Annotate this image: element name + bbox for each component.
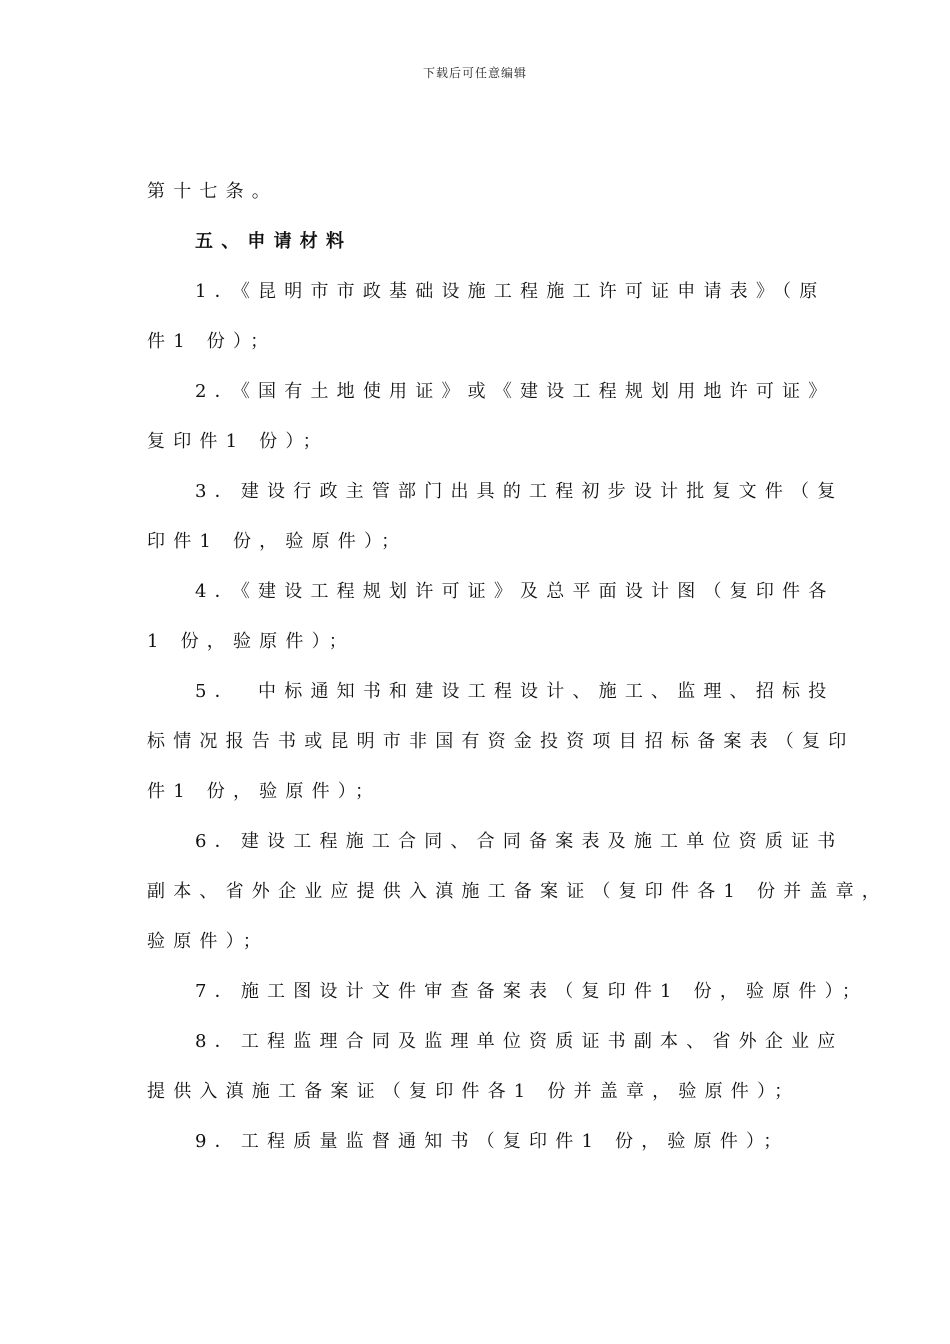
item-8-line-1: 8．工程监理合同及监理单位资质证书副本、省外企业应 [195, 1031, 844, 1052]
item-4-line-2: 1 份，验原件）； [147, 631, 355, 652]
item-5-line-1: 5． 中标通知书和建设工程设计、施工、监理、招标投 [195, 681, 835, 702]
article-line: 第十七条。 [147, 181, 278, 202]
item-7-line-1: 7．施工图设计文件审查备案表（复印件1 份，验原件）； [195, 981, 869, 1002]
item-1-line-1: 1．《昆明市市政基础设施工程施工许可证申请表》（原 [195, 281, 826, 302]
item-4-line-1: 4．《建设工程规划许可证》及总平面设计图（复印件各 [195, 581, 835, 602]
item-3-line-1: 3．建设行政主管部门出具的工程初步设计批复文件（复 [195, 481, 844, 502]
item-9-line-1: 9．工程质量监督通知书（复印件1 份，验原件）； [195, 1131, 790, 1152]
item-8-line-2: 提供入滇施工备案证（复印件各1 份并盖章，验原件）； [147, 1081, 801, 1102]
item-2-line-1: 2．《国有土地使用证》或《建设工程规划用地许可证》 [195, 381, 835, 402]
item-2-line-2: 复印件1 份）； [147, 431, 329, 452]
item-6-line-1: 6．建设工程施工合同、合同备案表及施工单位资质证书 [195, 831, 844, 852]
item-5-line-2: 标情况报告书或昆明市非国有资金投资项目招标备案表（复印 [147, 731, 855, 752]
item-6-line-3: 验原件）； [147, 931, 269, 952]
item-6-line-2: 副本、省外企业应提供入滇施工备案证（复印件各1 份并盖章， [147, 881, 888, 902]
item-3-line-2: 印件1 份，验原件）； [147, 531, 408, 552]
page-header: 下载后可任意编辑 [422, 66, 527, 80]
item-5-line-3: 件1 份，验原件）； [147, 781, 382, 802]
section-heading: 五、申请材料 [195, 231, 353, 252]
item-1-line-2: 件1 份）； [147, 331, 277, 352]
